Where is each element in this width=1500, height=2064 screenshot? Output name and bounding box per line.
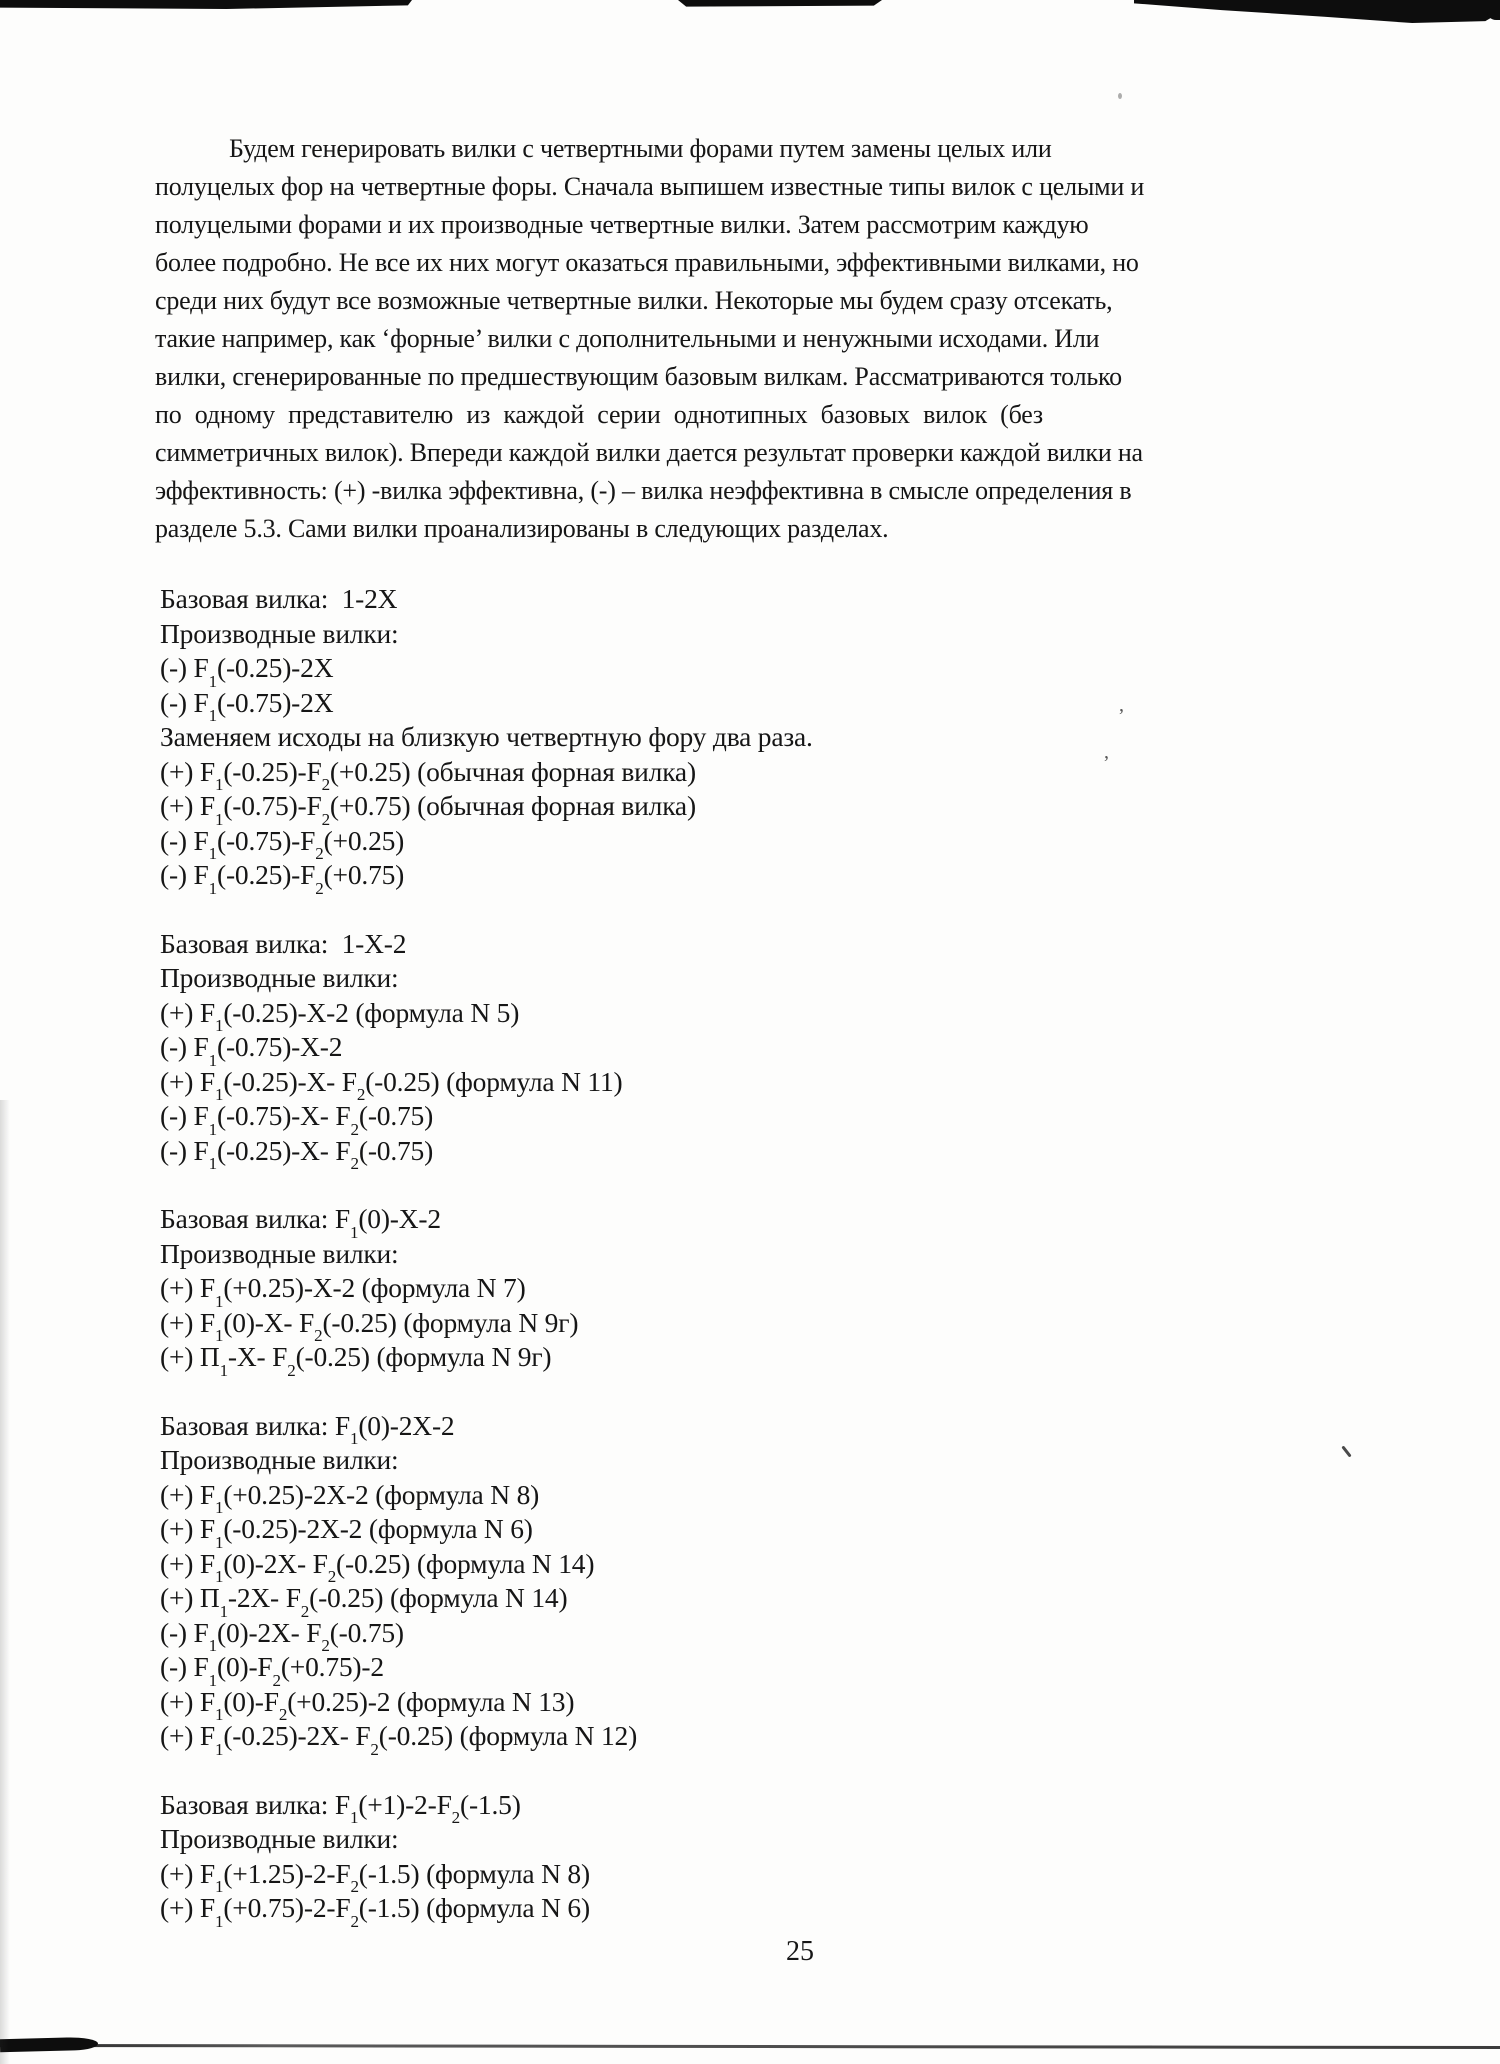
fork-block: [155, 582, 1043, 898]
paragraph-line: симметричных вилок). Впереди каждой вилки дается результат проверки каждой вилки на: [155, 438, 1143, 467]
formula-line: (+) $F_1(-0.25)-2X-$ $F_2(-0.25)$ (формула N 12): [160, 1720, 638, 1759]
formula-line: (-) $F_1(-0.75)-X-$ $F_2(-0.75)$: [160, 1100, 434, 1139]
base-fork-title: Базовая вилка: $F_1(0)-2X-2$: [160, 1409, 455, 1449]
base-fork-title: Базовая вилка: 1-X-2: [160, 927, 407, 959]
scan-speck: ,: [1104, 741, 1109, 763]
formula-line: (+) $F_1(+0.25)-X-2$ (формула N 7): [160, 1272, 526, 1311]
formula-line: (+) $F_1(+0.75)-2-F_2(-1.5)$ (формула N 6): [160, 1892, 590, 1931]
formula-line: (+) $F_1(0)-X-$ $F_2(-0.25)$ (формула N 9г): [160, 1306, 579, 1346]
derived-forks-label: Производные вилки:: [160, 617, 399, 649]
fork-block: [155, 927, 1043, 1174]
scan-speck: [1118, 93, 1122, 99]
paragraph-line: полуцелых фор на четвертные форы. Сначала выпишем известные типы вилок с целыми и: [155, 172, 1145, 201]
formula-line: (-) $F_1(-0.75)-2X$: [160, 686, 334, 726]
formula-line: (+) $F_1(+0.25)-2X-2$ (формула N 8): [160, 1478, 540, 1518]
formula-line: (+) $F_1(-0.25)-2X-2$ (формула N 6): [160, 1513, 533, 1552]
paragraph-line: более подробно. Не все их них могут оказаться правильными, эффективными вилками, но: [155, 248, 1139, 277]
formula-line: (+) $П_1-2X-$ $F_2(-0.25)$ (формула N 14): [160, 1582, 568, 1621]
scan-artifact-top-right: [1134, 0, 1500, 24]
formula-line: (-) $F_1(0)-2X-$ $F_2(-0.75)$: [160, 1616, 404, 1656]
formula-line: (+) $F_1(-0.25)-F_2(+0.25)$ (обычная форная вилка): [160, 755, 696, 795]
note-line: Заменяем исходы на близкую четвертную фору два раза.: [160, 721, 813, 752]
paragraph-line: эффективность: (+) -вилка эффективна, (-) – вилка неэффективна в смысле определения в: [155, 476, 1132, 505]
formula-line: (+) $П_1-X-$ $F_2(-0.25)$ (формула N 9г): [160, 1341, 552, 1380]
formula-line: (+) $F_1(0)-F_2(+0.25)-2$ (формула N 13): [160, 1685, 575, 1725]
formula-line: (+) $F_1(+1.25)-2-F_2(-1.5)$ (формула N 8): [160, 1857, 590, 1897]
paragraph-line: по одному представителю из каждой серии однотипных базовых вилок (без: [155, 400, 1043, 429]
formula-line: (+) $F_1(-0.25)-X-2$ (формула N 5): [160, 996, 520, 1036]
derived-forks-label: Производные вилки:: [160, 1444, 399, 1475]
base-fork-title: Базовая вилка: $F_1(+1)-2-F_2(-1.5)$: [160, 1788, 521, 1828]
formula-line: (-) $F_1(0)-F_2(+0.75)-2$: [160, 1651, 384, 1690]
formula-line: (-) $F_1(-0.75)-X-2$: [160, 1031, 343, 1070]
scan-artifact-top-left: [0, 0, 412, 9]
formula-line: (+) $F_1(-0.25)-X-$ $F_2(-0.25)$ (формула N 11): [160, 1065, 623, 1105]
formula-line: (-) $F_1(-0.25)-2X$: [160, 652, 334, 691]
paragraph-line: Будем генерировать вилки с четвертными форами путем замены целых или: [229, 134, 1052, 163]
fork-block: [155, 1202, 1043, 1380]
derived-forks-label: Производные вилки:: [160, 962, 399, 993]
derived-forks-label: Производные вилки:: [160, 1237, 399, 1269]
scan-speck: [1341, 1445, 1351, 1457]
paragraph-line: полуцелыми форами и их производные четвертные вилки. Затем рассмотрим каждую: [155, 210, 1089, 239]
scan-artifact-left-shade: [0, 1100, 10, 2064]
paragraph-line: такие например, как ‘форные’ вилки с дополнительными и ненужными исходами. Или: [155, 324, 1100, 353]
formula-line: (-) $F_1(-0.25)-X-$ $F_2(-0.75)$: [160, 1134, 434, 1174]
scan-artifact-bottom-blob: [0, 2037, 98, 2053]
formula-line: (-) $F_1(-0.25)-F_2(+0.75)$: [160, 859, 405, 898]
scan-speck: ’: [1118, 705, 1125, 727]
derived-forks-label: Производные вилки:: [160, 1823, 399, 1854]
paragraph-line: среди них будут все возможные четвертные вилки. Некоторые мы будем сразу отсекать,: [155, 286, 1113, 315]
text-column: [155, 130, 1145, 1931]
formula-line: (+) $F_1(-0.75)-F_2(+0.75)$ (обычная форная вилка): [160, 790, 696, 829]
fork-block: [155, 1409, 1043, 1759]
scan-artifact-bottom-line: [0, 2044, 1500, 2049]
base-fork-title: Базовая вилка: $F_1(0)-X-2$: [160, 1203, 441, 1242]
fork-block: [155, 1788, 1043, 1931]
formula-line: (-) $F_1(-0.75)-F_2(+0.25)$: [160, 824, 405, 864]
scan-artifact-top-middle: [678, 0, 882, 7]
paragraph-line: вилки, сгенерированные по предшествующим базовым вилкам. Рассматриваются только: [155, 362, 1122, 391]
page-number: 25: [786, 1936, 814, 1967]
fork-blocks: [155, 582, 1043, 1931]
base-fork-title: Базовая вилка: 1-2X: [160, 583, 398, 614]
paragraph-line: разделе 5.3. Сами вилки проанализированы в следующих разделах.: [155, 514, 889, 543]
intro-paragraph: [155, 130, 1145, 548]
formula-line: (+) $F_1(0)-2X-$ $F_2(-0.25)$ (формула N 14): [160, 1547, 595, 1587]
